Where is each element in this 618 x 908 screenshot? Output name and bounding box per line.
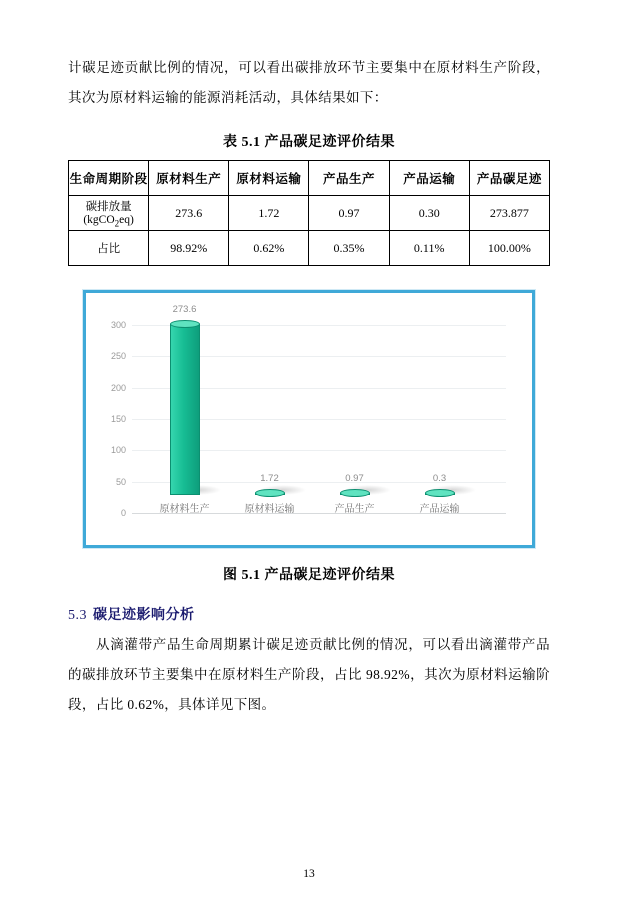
table-header-cell-0: 生命周期阶段 — [69, 161, 149, 196]
chart-bar-value-label: 0.97 — [345, 473, 364, 484]
row-label-emission — [69, 196, 149, 231]
table-caption: 表 5.1 产品碳足迹评价结果 — [223, 135, 395, 150]
table-cell: 0.11% — [389, 231, 469, 266]
y-axis-tick-label: 200 — [110, 382, 126, 393]
table-header-cell-4: 产品运输 — [389, 161, 469, 196]
chart-bar — [170, 324, 200, 495]
chart-bar-value-label: 0.3 — [432, 473, 447, 484]
figure-caption: 图 5.1 产品碳足迹评价结果 — [223, 568, 395, 583]
table-header-cell-5: 产品碳足迹 — [469, 161, 549, 196]
table-cell: 0.97 — [309, 196, 389, 231]
table-cell: 273.6 — [149, 196, 229, 231]
y-axis-tick-label: 100 — [110, 445, 126, 456]
chart-bar-cap — [170, 320, 200, 328]
row-label-share: 占比 — [69, 231, 149, 266]
table-cell: 1.72 — [229, 196, 309, 231]
table-cell: 100.00% — [469, 231, 549, 266]
row-label-subscript: 2 — [114, 218, 120, 229]
table-row — [69, 231, 550, 266]
chart-bar-value-label: 1.72 — [260, 473, 279, 484]
section-number: 5.3 — [68, 608, 87, 623]
y-axis-tick-label: 0 — [120, 508, 126, 518]
body-paragraph: 从滴灌带产品生命周期累计碳足迹贡献比例的情况，可以看出滴灌带产品的碳排放环节主要集中在原材料生产阶段，占比 98.92%，其次为原材料运输阶段，占比 0.62%，具体详见下图。 — [68, 637, 550, 712]
chart-inner — [92, 299, 526, 539]
table-cell: 0.30 — [389, 196, 469, 231]
chart-bar — [255, 493, 285, 495]
table-cell: 273.877 — [469, 196, 549, 231]
chart-category-label: 原材料生产 — [159, 504, 210, 515]
y-axis-tick-label: 150 — [110, 414, 126, 424]
table-header-cell-2: 原材料运输 — [229, 161, 309, 196]
chart-category-label: 产品生产 — [334, 504, 375, 515]
chart-bar-group — [227, 307, 312, 515]
page-number: 13 — [303, 868, 315, 880]
table-cell: 0.62% — [229, 231, 309, 266]
section-heading — [68, 604, 550, 624]
y-axis-tick-label: 50 — [115, 476, 126, 487]
table-cell: 98.92% — [149, 231, 229, 266]
table-header-cell-1: 原材料生产 — [149, 161, 229, 196]
chart-bar — [340, 493, 370, 495]
y-axis-tick-label: 300 — [110, 320, 126, 330]
table-header-cell-3: 产品生产 — [309, 161, 389, 196]
chart-bar-cap — [340, 489, 370, 497]
row-label-text: 碳排放量(kgCO — [83, 200, 132, 226]
chart-category-label: 原材料运输 — [244, 504, 295, 515]
chart-bar-group — [142, 303, 227, 515]
chart-bar-group — [312, 307, 397, 515]
chart-plot-area — [110, 303, 506, 518]
table-row — [69, 196, 550, 231]
intro-paragraph: 计碳足迹贡献比例的情况，可以看出碳排放环节主要集中在原材料生产阶段，其次为原材料运输的能源消耗活动，具体结果如下： — [68, 60, 550, 105]
chart-bar-cap — [425, 489, 455, 497]
section-title: 碳足迹影响分析 — [93, 608, 195, 623]
chart-category-label: 产品运输 — [419, 504, 460, 515]
carbon-footprint-chart — [83, 290, 535, 548]
chart-bar-cap — [255, 489, 285, 497]
row-label-suffix: eq) — [119, 213, 134, 226]
chart-bar-value-label: 273.6 — [172, 303, 197, 315]
chart-bar-group — [397, 307, 482, 515]
table-header-row — [69, 161, 550, 196]
chart-bar — [425, 493, 455, 495]
table-cell: 0.35% — [309, 231, 389, 266]
y-axis-tick-label: 250 — [110, 351, 126, 362]
carbon-footprint-table — [68, 160, 550, 266]
